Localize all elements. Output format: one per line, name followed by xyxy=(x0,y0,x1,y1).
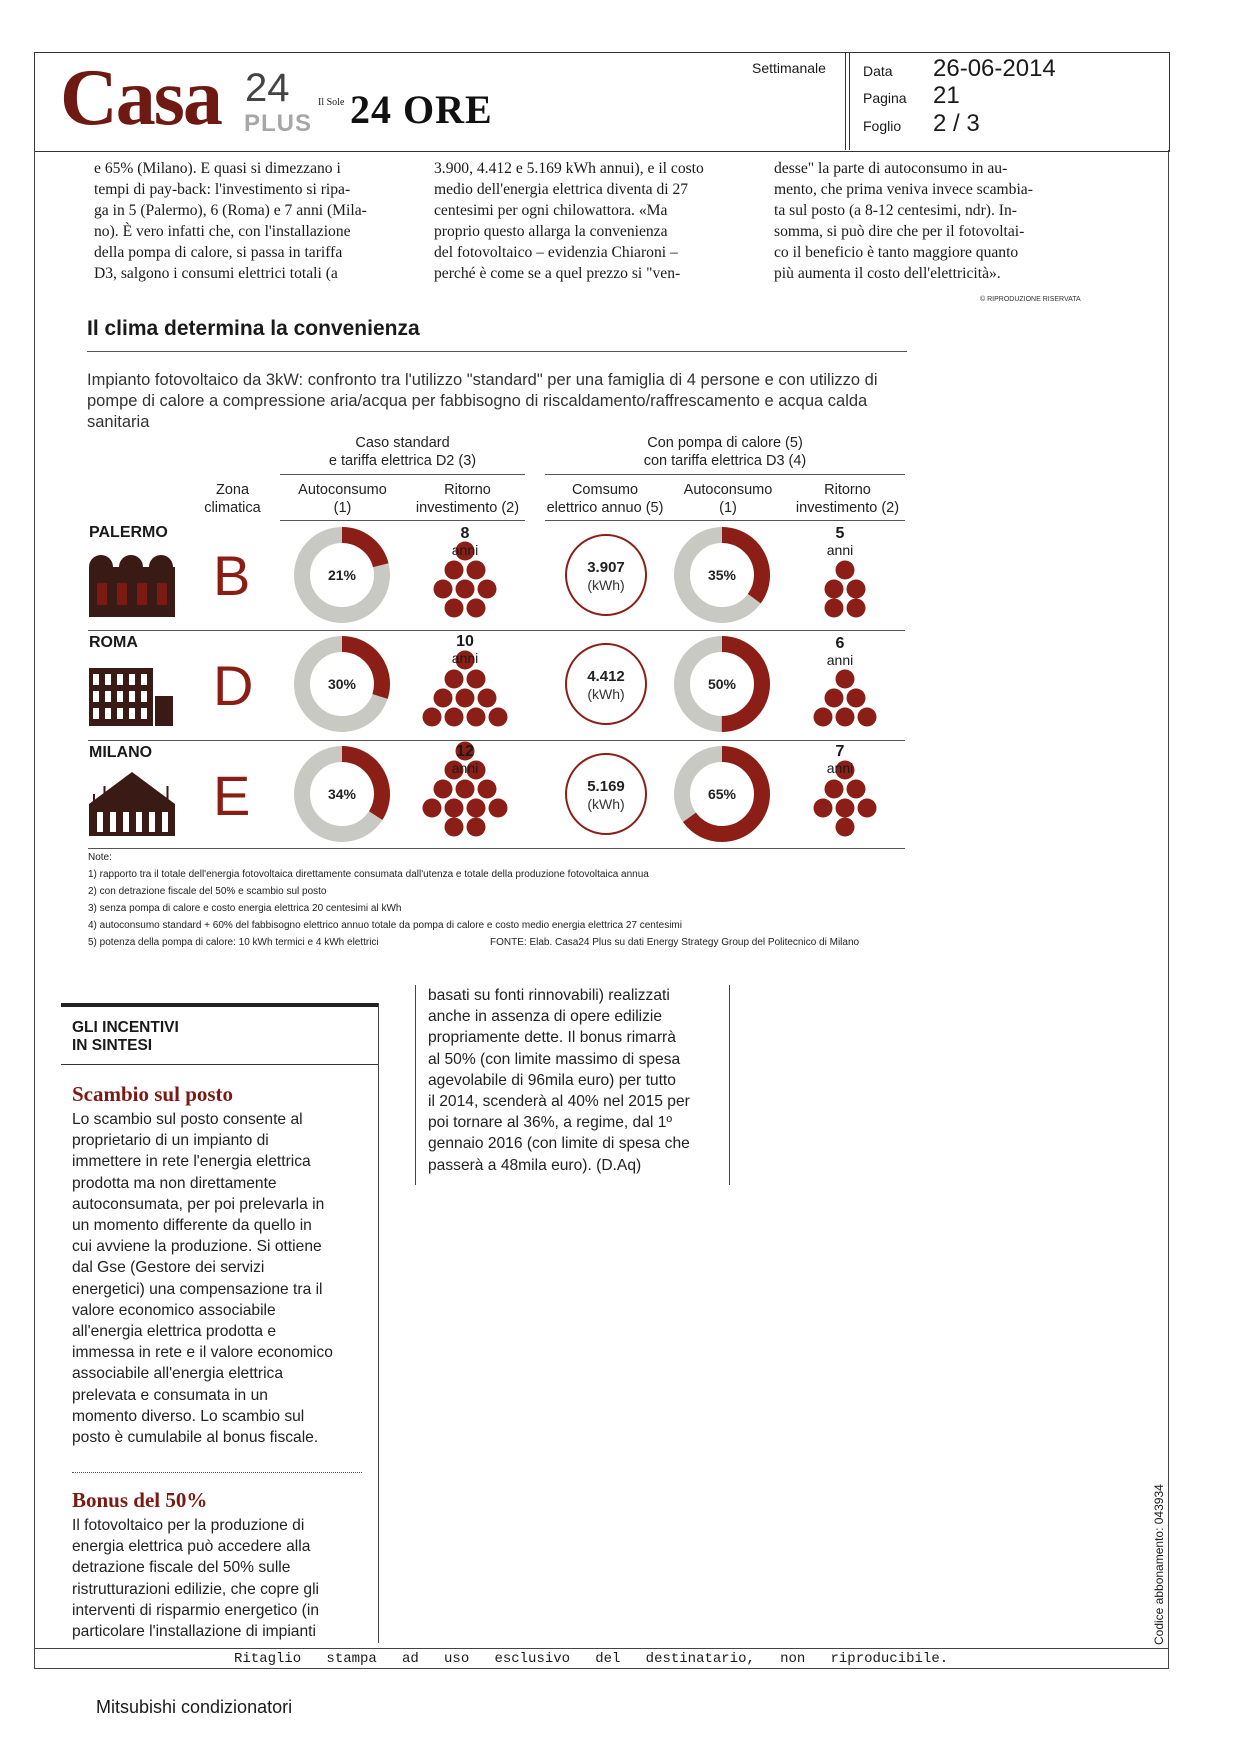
building-icon-palermo xyxy=(89,555,175,617)
note-1: 1) rapporto tra il totale dell'energia fotovoltaica direttamente consumata dall'utenza e totale della produzione fotovoltaica annua xyxy=(88,869,649,880)
note-2: 2) con detrazione fiscale del 50% e scambio sul posto xyxy=(88,886,327,897)
payback-standard-pyramid-palermo-dot xyxy=(478,580,497,599)
payback-standard-pyramid-roma-dot xyxy=(467,708,486,727)
payback-standard-milano: 12 anni xyxy=(451,743,479,776)
incentives-separator xyxy=(72,1472,362,1473)
zone-letter: B xyxy=(213,544,251,607)
donut-pdc-roma-label: 50% xyxy=(707,676,737,692)
zone-letter: E xyxy=(213,764,251,827)
building-icon-roma-part xyxy=(105,708,111,719)
payback-standard-pyramid-palermo-dot xyxy=(467,599,486,618)
payback-standard-pyramid-palermo-dot xyxy=(434,580,453,599)
col-consumo-header: Comsumo elettrico annuo (5) xyxy=(546,482,664,516)
building-icon-milano-part xyxy=(123,812,129,832)
payback-pdc-pyramid-roma-dot xyxy=(836,670,855,689)
building-icon-roma-part xyxy=(105,674,111,685)
building-icon-roma xyxy=(89,668,173,726)
payback-standard-pyramid-roma-dot xyxy=(434,689,453,708)
building-icon-milano-part xyxy=(162,812,168,832)
building-icon-palermo-part xyxy=(149,555,173,567)
payback-standard-pyramid-milano-dot xyxy=(467,799,486,818)
subscription-code: Codice abbonamento: 043934 xyxy=(1152,1484,1166,1645)
meta-label-foglio: Foglio xyxy=(863,118,902,134)
page-frame-bottom xyxy=(34,1668,1169,1669)
donut-pdc-milano-label: 65% xyxy=(707,786,737,802)
consumo-roma-unit: (kWh) xyxy=(587,686,625,702)
payback-pdc-pyramid-roma-dot xyxy=(836,708,855,727)
incentives-title-rule xyxy=(61,1064,378,1065)
incentives-top-rule xyxy=(61,1003,378,1007)
building-icon-roma-part xyxy=(155,696,173,726)
payback-pdc-pyramid-milano-dot xyxy=(814,799,833,818)
payback-standard-pyramid-palermo-dot xyxy=(456,580,475,599)
payback-pdc-pyramid-palermo-dot xyxy=(825,599,844,618)
building-icon-milano-part xyxy=(125,786,127,800)
building-icon-milano-part xyxy=(156,794,158,808)
logo-plus: PLUS xyxy=(244,110,313,137)
bonus-body: Il fotovoltaico per la produzione di energia elettrica può accedere alla detrazione fiscale del 50% sulle ristrutturazioni edilizie, che copre gli interventi di risparmio energetico (in particolare l'installazione di impianti xyxy=(72,1517,320,1641)
building-icon-roma-part xyxy=(93,708,99,719)
group-standard-header: Caso standard e tariffa elettrica D2 (3) xyxy=(328,435,477,469)
col-autoconsumo-pdc-header: Autoconsumo (1) xyxy=(683,482,773,516)
building-icon-milano-part xyxy=(149,812,155,832)
payback-standard-pyramid-roma-dot xyxy=(467,670,486,689)
payback-standard-pyramid-milano-dot xyxy=(456,780,475,799)
logo-casa: Casa xyxy=(60,54,221,142)
payback-standard-pyramid-roma-dot xyxy=(445,670,464,689)
article-column-2: 3.900, 4.412 e 5.169 kWh annui), e il costo medio dell'energia elettrica diventa di 27 centesimi per ogni chilowattora. «Ma proprio questo allarga la convenienza del fotovoltaico – evidenzia Chiaroni – perché è come se a quel prezzo si "ven- xyxy=(434,160,704,282)
logo-24-ore: 24 ORE xyxy=(350,87,493,132)
building-icon-roma-part xyxy=(141,691,147,702)
payback-pdc-pyramid-palermo-dot xyxy=(847,580,866,599)
meta-value-foglio: 2 / 3 xyxy=(933,110,980,137)
building-icon-roma-part xyxy=(129,691,135,702)
payback-pdc-pyramid-roma-dot xyxy=(847,689,866,708)
payback-standard-pyramid-milano-dot xyxy=(489,799,508,818)
payback-standard-roma: 10 anni xyxy=(451,633,479,666)
payback-standard-pyramid-milano-dot xyxy=(423,799,442,818)
building-icon-roma-part xyxy=(93,691,99,702)
consumo-palermo-value: 3.907 xyxy=(587,559,625,576)
infographic-title: Il clima determina la convenienza xyxy=(87,317,420,340)
group-pdc-header: Con pompa di calore (5) con tariffa elettrica D3 (4) xyxy=(643,435,807,469)
note-4: 4) autoconsumo standard + 60% del fabbisogno elettrico annuo totale da pompa di calore e costo medio energia elettrica 27 centesimi xyxy=(88,920,682,931)
page-frame-bottom xyxy=(34,1648,1169,1649)
frequency-label: Settimanale xyxy=(752,60,826,76)
building-icon-milano-part xyxy=(114,794,116,808)
column-rule xyxy=(729,985,730,1185)
incentives-right-rule xyxy=(378,1003,379,1643)
consumo-palermo-unit: (kWh) xyxy=(587,577,625,593)
payback-pdc-pyramid-palermo-dot xyxy=(847,599,866,618)
meta-label-data: Data xyxy=(863,63,893,79)
source-credit: FONTE: Elab. Casa24 Plus su dati Energy Strategy Group del Politecnico di Milano xyxy=(490,937,860,948)
note-5: 5) potenza della pompa di calore: 10 kWh termici e 4 kWh elettrici xyxy=(88,937,379,948)
city-name-palermo: PALERMO xyxy=(89,524,168,541)
building-icon-milano-part xyxy=(110,812,116,832)
payback-standard-pyramid-roma-dot xyxy=(456,689,475,708)
payback-pdc-pyramid-palermo-dot xyxy=(836,561,855,580)
meta-value-data: 26-06-2014 xyxy=(933,55,1056,82)
donut-standard-milano-label: 34% xyxy=(327,786,357,802)
column-rule xyxy=(415,985,416,1185)
article-column-3: desse" la parte di autoconsumo in au- mento, che prima veniva invece scambia- ta sul posto (a 8-12 centesimi, ndr). In- somma, si può dire che per il fotovoltai- co il beneficio è tanto maggiore quanto più aumenta il costo dell'elettricità». xyxy=(774,160,1033,282)
payback-standard-pyramid-milano-dot xyxy=(478,780,497,799)
city-name-milano: MILANO xyxy=(89,744,153,761)
col-zona-header: Zona climatica xyxy=(204,482,261,516)
building-icon-milano-part xyxy=(146,786,148,800)
building-icon-roma-part xyxy=(105,691,111,702)
payback-standard-pyramid-palermo-dot xyxy=(467,561,486,580)
payback-pdc-milano: 7 anni xyxy=(826,743,854,776)
building-icon-palermo-part xyxy=(137,583,147,605)
payback-pdc-pyramid-roma-dot xyxy=(825,689,844,708)
col-ritorno-standard-header: Ritorno investimento (2) xyxy=(415,482,520,516)
building-icon-palermo-part xyxy=(97,583,107,605)
building-icon-roma-part xyxy=(141,674,147,685)
donut-standard-palermo-label: 21% xyxy=(327,567,357,583)
building-icon-milano-part xyxy=(97,812,103,832)
building-icon-roma-part xyxy=(93,674,99,685)
consumo-milano-value: 5.169 xyxy=(587,778,625,795)
notes-heading: Note: xyxy=(88,852,112,863)
payback-standard-pyramid-roma-dot xyxy=(445,708,464,727)
company-name: Mitsubishi condizionatori xyxy=(96,1697,293,1717)
col-autoconsumo-standard-header: Autoconsumo (1) xyxy=(298,482,387,516)
donut-standard-roma-label: 30% xyxy=(327,676,357,692)
scambio-body: Lo scambio sul posto consente al proprietario di un impianto di immettere in rete l'energia elettrica prodotta ma non direttamente autoconsumata, per poi prelevarla in un momento differente da quello in cui avviene la produzione. Si ottiene dal Gse (Gestore dei servizi energetici) una compensazione tra il valore economico associabile all'energia elettrica prodotta e immessa in rete e il valore economico associabile all'energia elettrica prelevata e consumata in un momento diverso. Lo scambio sul posto è cumulabile al bonus fiscale. xyxy=(72,1111,333,1447)
building-icon-roma-part xyxy=(129,708,135,719)
meta-label-pagina: Pagina xyxy=(863,90,907,106)
payback-pdc-pyramid-palermo-dot xyxy=(825,580,844,599)
infographic-intro: Impianto fotovoltaico da 3kW: confronto tra l'utilizzo "standard" per una famiglia di 4 persone e con utilizzo di pompe di calore a compressione aria/acqua per fabbisogno di riscaldamento/raffrescamento e acqua calda sanitaria xyxy=(87,371,878,431)
building-icon-roma-part xyxy=(129,674,135,685)
building-icon-roma-part xyxy=(117,691,123,702)
payback-standard-pyramid-roma-dot xyxy=(489,708,508,727)
logo-il-sole: Il Sole xyxy=(318,97,345,108)
zone-letter: D xyxy=(213,654,254,717)
building-icon-palermo-part xyxy=(89,555,113,567)
logo-24: 24 xyxy=(245,66,290,110)
col-ritorno-pdc-header: Ritorno investimento (2) xyxy=(795,482,900,516)
building-icon-palermo-part xyxy=(117,583,127,605)
building-icon-milano-part xyxy=(135,794,137,808)
copyright: © RIPRODUZIONE RISERVATA xyxy=(980,296,1081,303)
payback-standard-pyramid-milano-dot xyxy=(445,799,464,818)
payback-pdc-palermo: 5 anni xyxy=(826,525,854,558)
payback-pdc-pyramid-milano-dot xyxy=(836,799,855,818)
building-icon-milano xyxy=(89,772,175,836)
payback-standard-palermo: 8 anni xyxy=(451,525,479,558)
city-name-roma: ROMA xyxy=(89,634,138,651)
consumo-milano-unit: (kWh) xyxy=(587,796,625,812)
payback-standard-pyramid-palermo-dot xyxy=(445,599,464,618)
building-icon-roma-part xyxy=(141,708,147,719)
payback-pdc-pyramid-milano-dot xyxy=(858,799,877,818)
payback-pdc-pyramid-milano-dot xyxy=(825,780,844,799)
payback-pdc-pyramid-milano-dot xyxy=(847,780,866,799)
payback-standard-pyramid-palermo-dot xyxy=(445,561,464,580)
disclaimer: Ritaglio stampa ad uso esclusivo del destinatario, non riproducibile. xyxy=(234,1651,949,1667)
scambio-heading: Scambio sul posto xyxy=(72,1082,234,1106)
payback-pdc-roma: 6 anni xyxy=(826,635,854,668)
payback-standard-pyramid-milano-dot xyxy=(445,818,464,837)
meta-value-pagina: 21 xyxy=(933,82,960,109)
payback-standard-pyramid-roma-dot xyxy=(478,689,497,708)
bonus-heading: Bonus del 50% xyxy=(72,1488,208,1512)
building-icon-milano-part xyxy=(136,812,142,832)
building-icon-milano-part xyxy=(93,794,95,808)
payback-pdc-pyramid-milano-dot xyxy=(836,818,855,837)
building-icon-milano-part xyxy=(167,786,169,800)
building-icon-palermo-part xyxy=(119,555,143,567)
payback-standard-pyramid-roma-dot xyxy=(423,708,442,727)
building-icon-palermo-part xyxy=(157,583,167,605)
payback-pdc-pyramid-roma-dot xyxy=(814,708,833,727)
donut-pdc-palermo-label: 35% xyxy=(707,567,737,583)
consumo-roma-value: 4.412 xyxy=(587,668,625,685)
payback-standard-pyramid-milano-dot xyxy=(434,780,453,799)
building-icon-roma-part xyxy=(117,674,123,685)
payback-standard-pyramid-milano-dot xyxy=(467,818,486,837)
building-icon-milano-part xyxy=(104,786,106,800)
building-icon-roma-part xyxy=(117,708,123,719)
incentives-box-title: GLI INCENTIVI IN SINTESI xyxy=(72,1019,179,1054)
bonus-body-continued: basati su fonti rinnovabili) realizzati anche in assenza di opere edilizie propriamente dette. Il bonus rimarrà al 50% (con limite massimo di spesa agevolabile di 96mila euro) per tutto il 2014, scenderà al 40% nel 2015 per poi tornare al 36%, a regime, dal 1º gennaio 2016 (con limite di spesa che passerà a 48mila euro). (D.Aq) xyxy=(428,987,690,1174)
article-column-1: e 65% (Milano). E quasi si dimezzano i tempi di pay-back: l'investimento si ripa- ga in 5 (Palermo), 6 (Roma) e 7 anni (Mila- no). È vero infatti che, con l'installazione della pompa di calore, si passa in tariffa D3, salgono i consumi elettrici totali (a xyxy=(94,160,367,282)
note-3: 3) senza pompa di calore e costo energia elettrica 20 centesimi al kWh xyxy=(88,903,402,914)
payback-pdc-pyramid-roma-dot xyxy=(858,708,877,727)
